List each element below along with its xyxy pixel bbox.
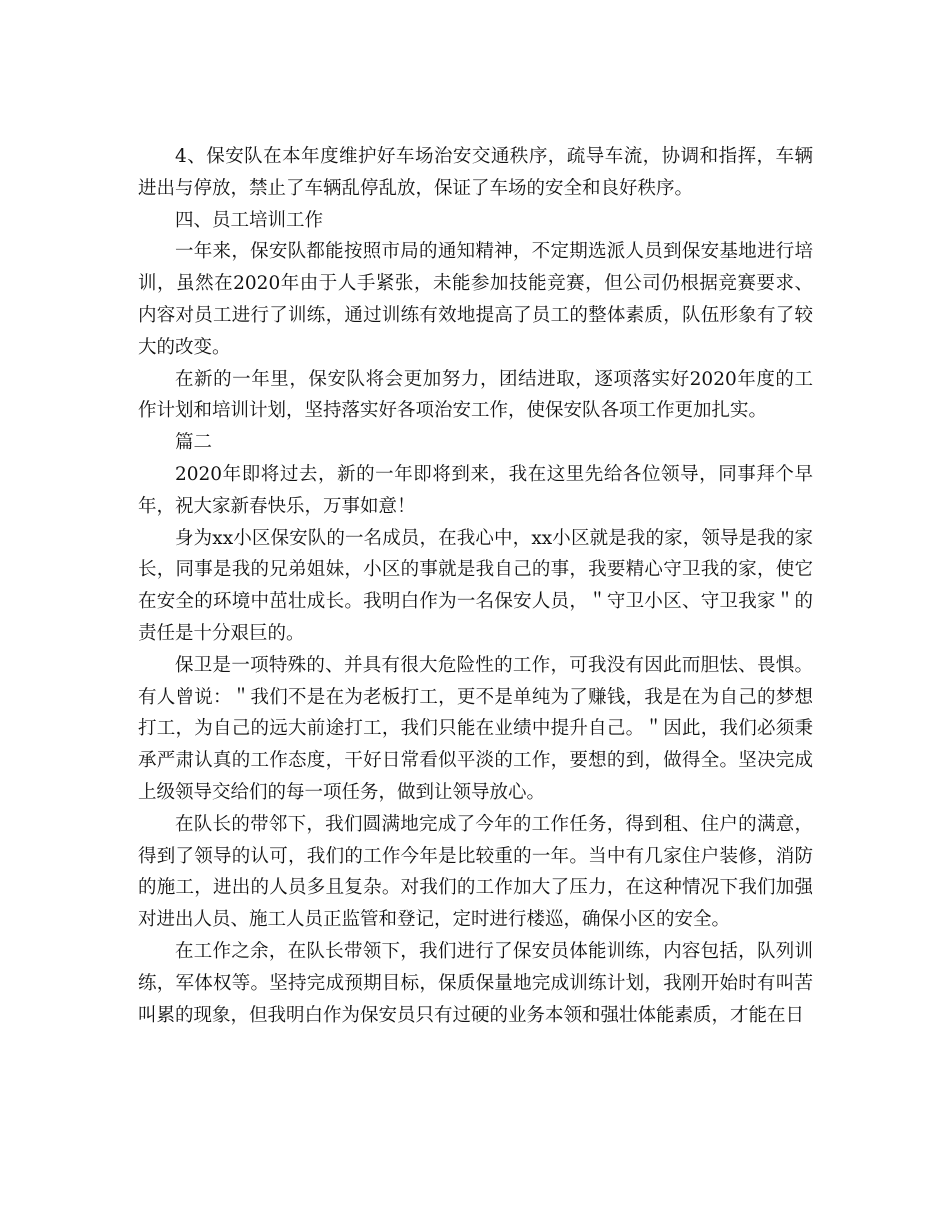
section-heading-part-two: 篇二 (175, 432, 213, 454)
paragraph-security-duty: 保卫是一项特殊的、并具有很大危险性的工作，可我没有因此而胆怯、畏惧。有人曾说：＂我们不是在为老板打工，更不是单纯为了赚钱，我是在为自己的梦想打工，为自己的远大前途打工，我们只能在业绩中提升自己。＂因此，我们必须秉承严肃认真的工作态度，干好日常看似平淡的工作，要想的到，做得全。坚决完成上级领导交给们的每一项任务，做到让领导放心。 (138, 654, 813, 803)
document-body (138, 141, 813, 1031)
paragraph-community-home: 身为xx小区保安队的一名成员，在我心中，xx小区就是我的家，领导是我的家长，同事是我的兄弟姐妹，小区的事就是我自己的事，我要精心守卫我的家，使它在安全的环境中茁壮成长。我明白作为一名保安人员，＂守卫小区、守卫我家＂的责任是十分艰巨的。 (138, 527, 813, 644)
paragraph-new-year-plan: 在新的一年里，保安队将会更加努力，团结进取，逐项落实好2020年度的工作计划和培训计划，坚持落实好各项治安工作，使保安队各项工作更加扎实。 (138, 368, 813, 422)
paragraph-annual-work: 在队长的带邻下，我们圆满地完成了今年的工作任务，得到租、住户的满意，得到了领导的认可，我们的工作今年是比较重的一年。当中有几家住户装修，消防的施工，进出的人员多且复杂。对我们的工作加大了压力，在这种情况下我们加强对进出人员、施工人员正监管和登记，定时进行楼巡，确保小区的安全。 (138, 813, 813, 931)
paragraph-vehicle-order: 4、保安队在本年度维护好车场治安交通秩序，疏导车流，协调和指挥，车辆进出与停放，禁止了车辆乱停乱放，保证了车场的安全和良好秩序。 (138, 146, 813, 199)
paragraph-training: 一年来，保安队都能按照市局的通知精神，不定期选派人员到保安基地进行培训，虽然在2020年由于人手紧张，未能参加技能竞赛，但公司仍根据竞赛要求、内容对员工进行了训练，通过训练有效地提高了员工的整体素质，队伍形象有了较大的改变。 (138, 241, 813, 358)
paragraph-fitness-training: 在工作之余，在队长带领下，我们进行了保安员体能训练，内容包括，队列训练，军体权等。坚持完成预期目标，保质保量地完成训练计划，我刚开始时有叫苦叫累的现象，但我明白作为保安员只有过硬的业务本领和强壮体能素质，才能在日 (138, 940, 813, 1026)
section-heading-training: 四、员工培训工作 (175, 209, 324, 231)
paragraph-greeting: 2020年即将过去，新的一年即将到来，我在这里先给各位领导，同事拜个早年，祝大家新春快乐，万事如意！ (138, 463, 813, 517)
